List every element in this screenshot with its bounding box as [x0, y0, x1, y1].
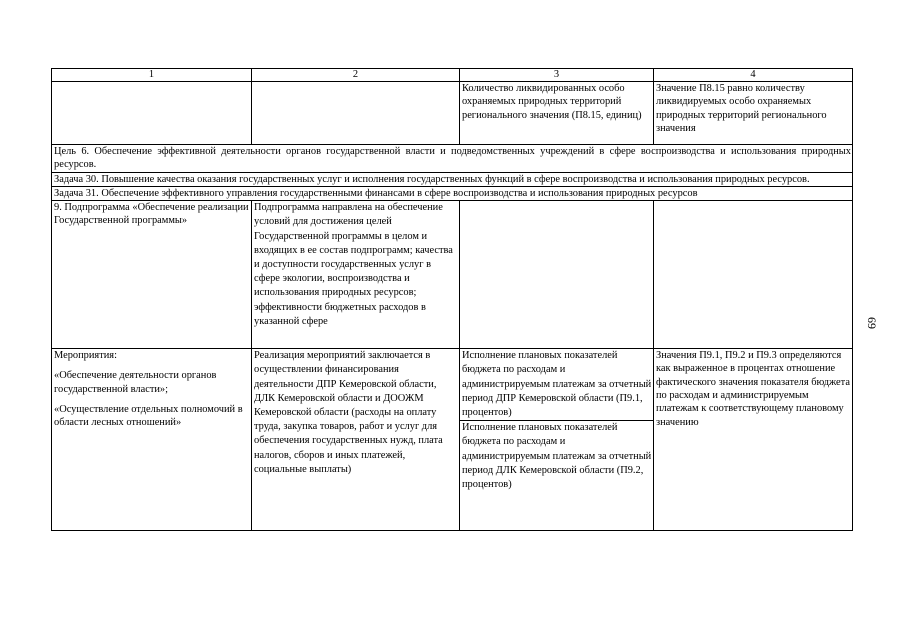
- column-number-1: 1: [52, 69, 252, 82]
- goal-6-cell: Цель 6. Обеспечение эффективной деятельности органов государственной власти и подведомственных учреждений в сфере воспроизводства и использования природных ресурсов.: [52, 145, 853, 173]
- table-row: [52, 349, 853, 531]
- task-30-cell: Задача 30. Повышение качества оказания государственных услуг и исполнения государственных функций в сфере воспроизводства и использования природных ресурсов.: [52, 172, 853, 186]
- task-31-cell: Задача 31. Обеспечение эффективного управления государственными финансами в сфере воспроизводства и использования природных ресурсов: [52, 186, 853, 200]
- measures-cell: [52, 349, 252, 531]
- measure-item-2: «Осуществление отдельных полномочий в области лесных отношений»: [54, 404, 243, 429]
- measures-method-cell: Значения П9.1, П9.2 и П9.3 определяются как выраженное в процентах отношение фактического значения показателя бюджета по расходам и администрируемым платежам к соответствующему плановому значению: [654, 349, 853, 531]
- empty-cell: [52, 82, 252, 145]
- table-row: [52, 82, 853, 145]
- empty-cell: [654, 201, 853, 349]
- indicator-p92: Исполнение плановых показателей бюджета по расходам и администрируемым платежам за отчетный период ДЛК Кемеровской области (П9.2, процентов): [460, 420, 653, 492]
- document-table-wrapper: [51, 68, 852, 531]
- indicator-p815-cell: Количество ликвидированных особо охраняемых природных территорий регионального значения (П8.15, единиц): [460, 82, 654, 145]
- measure-item-1: «Обеспечение деятельности органов государственной власти»;: [54, 370, 217, 395]
- table-header-row: [52, 69, 853, 82]
- indicator-p815-method-cell: Значение П8.15 равно количеству ликвидируемых особо охраняемых природных территорий регионального значения: [654, 82, 853, 145]
- empty-cell: [460, 201, 654, 349]
- table-row: [52, 186, 853, 200]
- column-number-4: 4: [654, 69, 853, 82]
- empty-cell: [252, 82, 460, 145]
- table-row: [52, 145, 853, 173]
- measures-indicators-cell: [460, 349, 654, 531]
- measures-heading: Мероприятия:: [54, 350, 117, 362]
- subprogram-9-description-cell: Подпрограмма направлена на обеспечение условий для достижения целей Государственной программы в целом и входящих в ее состав подпрограмм; качества и доступности государственных услуг в сфере экологии, воспроизводства и использования природных ресурсов; эффективности бюджетных расходов в указанной сфере: [252, 201, 460, 349]
- measures-implementation-cell: Реализация мероприятий заключается в осуществлении финансирования деятельности ДПР Кемеровской области, ДЛК Кемеровской области и ДООЖМ Кемеровской области (расходы на оплату труда, закупка товаров, работ и услуг для обеспечения государственных нужд, плата налогов, сборов и иных платежей, социальные выплаты): [252, 349, 460, 531]
- indicators-table: [51, 68, 853, 531]
- page-number: 69: [865, 317, 879, 329]
- column-number-2: 2: [252, 69, 460, 82]
- table-row: [52, 201, 853, 349]
- column-number-3: 3: [460, 69, 654, 82]
- subprogram-9-title-cell: 9. Подпрограмма «Обеспечение реализации Государственной программы»: [52, 201, 252, 349]
- indicator-p91: Исполнение плановых показателей бюджета по расходам и администрируемым платежам за отчетный период ДПР Кемеровской области (П9.1, процентов): [462, 350, 652, 418]
- table-row: [52, 172, 853, 186]
